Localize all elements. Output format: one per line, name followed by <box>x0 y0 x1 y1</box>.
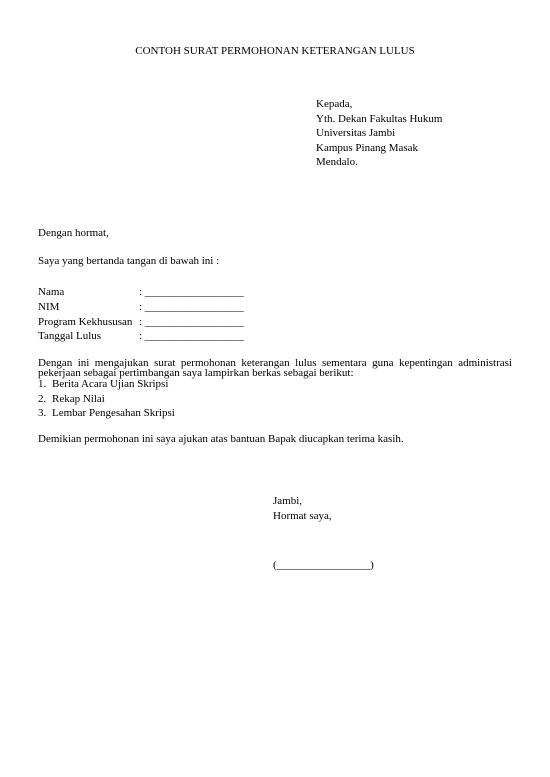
regards-text: Hormat saya, <box>273 509 332 522</box>
recipient-line: Kampus Pinang Masak <box>316 141 419 154</box>
field-label: Tanggal Lulus <box>38 330 102 343</box>
field-row-program <box>38 315 244 330</box>
recipient-line: Kepada, <box>316 98 353 110</box>
document-title: CONTOH SURAT PERMOHONAN KETERANGAN LULUS <box>135 45 415 57</box>
field-label: Nama <box>38 286 65 298</box>
applicant-fields <box>38 285 244 344</box>
attachment-list <box>38 377 175 421</box>
list-number: 2. <box>38 392 47 405</box>
list-item <box>38 406 175 421</box>
paragraph-line: pekerjaan sebagai pertimbangan saya lampirkan berkas sebagai berikut: <box>38 367 354 379</box>
list-number: 3. <box>38 407 47 419</box>
list-item <box>38 392 175 407</box>
field-row-tanggal <box>38 329 244 344</box>
place-text: Jambi, <box>273 495 303 507</box>
list-item <box>38 377 175 392</box>
field-blank: : __________________ <box>139 330 244 343</box>
paragraph-line: Dengan ini mengajukan surat permohonan keterangan lulus sementara guna kepentingan administrasi <box>38 357 512 369</box>
list-text: Berita Acara Ujian Skripsi <box>52 378 169 390</box>
list-number: 1. <box>38 378 47 390</box>
list-text: Lembar Pengesahan Skripsi <box>52 407 175 419</box>
closing-sentence: Demikian permohonan ini saya ajukan atas bantuan Bapak diucapkan terima kasih. <box>38 433 404 445</box>
intro-text: Saya yang bertanda tangan di bawah ini : <box>38 255 220 267</box>
field-row-nama <box>38 285 244 300</box>
signature-line: (_________________) <box>273 559 374 571</box>
list-text: Rekap Nilai <box>52 392 105 405</box>
field-blank: : __________________ <box>139 315 244 328</box>
recipient-address <box>316 97 442 170</box>
recipient-line: Mendalo. <box>316 156 358 168</box>
signature-block <box>273 494 332 523</box>
greeting: Dengan hormat, <box>38 227 109 239</box>
recipient-line: Universitas Jambi <box>316 127 396 139</box>
field-row-nim <box>38 300 244 315</box>
field-label: Program Kekhususan <box>38 315 133 328</box>
field-blank: : __________________ <box>139 286 244 298</box>
field-blank: : __________________ <box>139 300 244 313</box>
field-label: NIM <box>38 300 60 313</box>
recipient-line: Yth. Dekan Fakultas Hukum <box>316 112 443 125</box>
